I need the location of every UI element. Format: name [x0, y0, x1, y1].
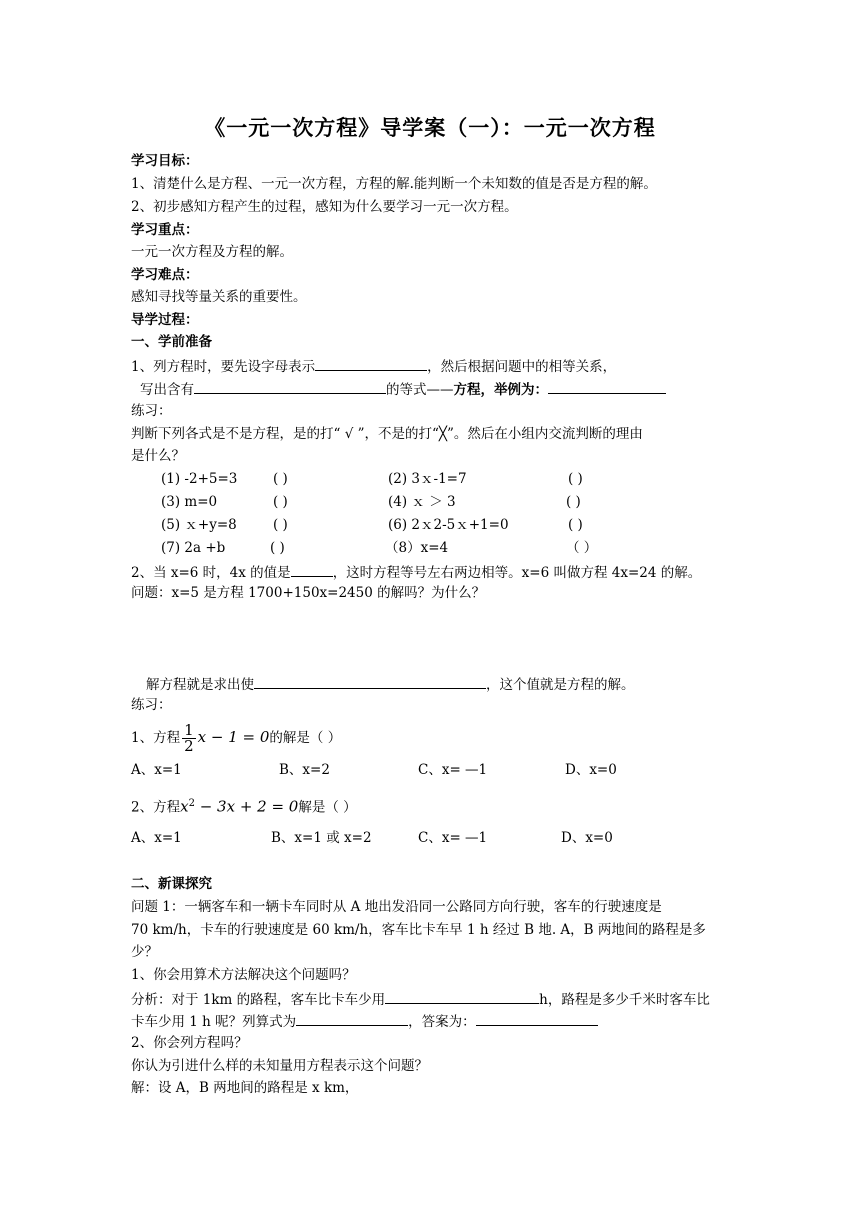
frac-numerator: 1 — [184, 721, 194, 739]
section2-heading: 二、新课探究 — [131, 876, 212, 892]
judge-instruction-1: 判断下列各式是不是方程，是的打“ √ ”，不是的打“╳”。然后在小组内交流判断的理由 — [131, 426, 643, 442]
frac-denominator: 2 — [184, 737, 194, 755]
mc2-option-b[interactable]: B、x=1 或 x=2 — [271, 830, 372, 846]
judge-answer-2[interactable]: ( ) — [568, 471, 583, 487]
mc2-equation: − 3x + 2 = 0 — [194, 797, 299, 816]
judge-answer-7[interactable]: ( ) — [270, 540, 285, 556]
prep-q1-text-e: 方程，举例为： — [453, 382, 548, 398]
blank-letter[interactable] — [315, 356, 427, 371]
prep-q2-text-a: 2、当 x=6 时，4x 的值是 — [131, 565, 291, 581]
mc1-option-a[interactable]: A、x=1 — [131, 762, 182, 778]
judge-instruction-2: 是什么？ — [131, 448, 185, 464]
judge-answer-8[interactable]: （ ） — [566, 540, 598, 556]
problem1-line2: 70 km/h，卡车的行驶速度是 60 km/h，客车比卡车早 1 h 经过 B 地. A，B 两地间的路程是多 — [131, 922, 706, 938]
mc2-exponent: 2 — [188, 798, 195, 809]
mc2-suffix: 解是（ ） — [298, 799, 357, 816]
objective-2: 2、初步感知方程产生的过程，感知为什么要学习一元一次方程。 — [131, 199, 518, 215]
analysis-line2 — [131, 1011, 598, 1031]
prep-q1-text-a: 1、列方程时，要先设字母表示 — [131, 359, 316, 375]
judge-item-7: (7) 2a +b — [161, 540, 226, 556]
problem-question: 问题：x=5 是方程 1700+150x=2450 的解吗？为什么？ — [131, 585, 486, 601]
judge-item-4: (4) ｘ ＞ 3 — [388, 494, 456, 510]
mc2-option-d[interactable]: D、x=0 — [561, 830, 613, 846]
prep-q1-text-b: ，然后根据问题中的相等关系， — [427, 359, 617, 375]
equation-subquestion: 你认为引进什么样的未知量用方程表示这个问题？ — [131, 1058, 428, 1074]
difficulty-heading: 学习难点： — [131, 267, 199, 283]
mc1-prefix: 1、方程 — [131, 730, 181, 746]
practice2-label: 练习： — [131, 697, 172, 713]
judge-item-1: (1) -2+5=3 — [161, 471, 238, 487]
mc1-option-d[interactable]: D、x=0 — [565, 762, 617, 778]
blank-solve[interactable] — [254, 674, 486, 689]
mc-question-1 — [131, 722, 341, 754]
judge-answer-4[interactable]: ( ) — [566, 494, 581, 510]
blank-time[interactable] — [385, 989, 539, 1004]
prep-question-1 — [131, 356, 616, 376]
judge-answer-1[interactable]: ( ) — [273, 471, 288, 487]
judge-item-2: (2) 3ｘ-1=7 — [388, 471, 467, 487]
analysis-text-b: h，路程是多少千米时客车比 — [539, 992, 710, 1008]
prep-question-1-cont — [140, 379, 666, 399]
mc2-option-c[interactable]: C、x= —1 — [418, 830, 488, 846]
solve-text-b: ，这个值就是方程的解。 — [486, 677, 635, 693]
analysis-text-c: 卡车少用 1 h 呢？列算式为 — [131, 1014, 297, 1030]
judge-answer-6[interactable]: ( ) — [568, 517, 583, 533]
page-title: 《一元一次方程》导学案（一）：一元一次方程 — [204, 116, 656, 140]
key-point-heading: 学习重点： — [131, 222, 199, 238]
analysis-text-a: 分析：对于 1km 的路程，客车比卡车少用 — [131, 992, 386, 1008]
objectives-heading: 学习目标： — [131, 153, 199, 169]
mc1-option-b[interactable]: B、x=2 — [279, 762, 330, 778]
equation-question: 2、你会列方程吗？ — [131, 1035, 248, 1051]
judge-item-6: (6) 2ｘ2-5ｘ+1=0 — [388, 517, 509, 533]
solve-definition — [146, 674, 635, 694]
judge-answer-5[interactable]: ( ) — [273, 517, 288, 533]
problem1-line1: 问题 1：一辆客车和一辆卡车同时从 A 地出发沿同一公路同方向行驶，客车的行驶速度是 — [131, 899, 662, 915]
key-point-text: 一元一次方程及方程的解。 — [131, 244, 293, 260]
objective-1: 1、清楚什么是方程、一元一次方程，方程的解.能判断一个未知数的值是否是方程的解。 — [131, 176, 657, 192]
mc2-var: x — [180, 797, 189, 816]
problem1-line3: 少？ — [131, 944, 158, 960]
blank-example[interactable] — [548, 379, 666, 394]
prep-q1-text-d: 的等式—— — [386, 382, 454, 398]
prep-q2-text-b: ，这时方程等号左右两边相等。x=6 叫做方程 4x=24 的解。 — [332, 565, 702, 581]
mc2-prefix: 2、方程 — [131, 799, 181, 816]
blank-answer[interactable] — [476, 1011, 598, 1026]
prep-q1-text-c: 写出含有 — [140, 382, 194, 398]
analysis-line1 — [131, 989, 710, 1009]
mc1-suffix: 的解是（ ） — [269, 730, 342, 746]
fraction-one-half — [182, 723, 196, 754]
blank-formula[interactable] — [296, 1011, 408, 1026]
process-heading: 导学过程： — [131, 312, 199, 328]
solve-text-a: 解方程就是求出使 — [146, 677, 254, 693]
judge-item-3: (3) m=0 — [161, 494, 218, 510]
judge-answer-3[interactable]: ( ) — [273, 494, 288, 510]
section1-heading: 一、学前准备 — [131, 334, 212, 350]
judge-item-8: （8）x=4 — [385, 540, 449, 556]
mc1-equation: x − 1 = 0 — [197, 728, 270, 746]
mc1-option-c[interactable]: C、x= —1 — [418, 762, 488, 778]
arithmetic-question: 1、你会用算术方法解决这个问题吗？ — [131, 967, 356, 983]
mc2-option-a[interactable]: A、x=1 — [131, 830, 182, 846]
difficulty-text: 感知寻找等量关系的重要性。 — [131, 289, 307, 305]
blank-4x-value[interactable] — [291, 562, 333, 577]
judge-item-5: (5) ｘ+y=8 — [161, 517, 237, 533]
blank-contains[interactable] — [194, 379, 386, 394]
mc-question-2 — [131, 793, 357, 819]
solution-start: 解：设 A，B 两地间的路程是 x km， — [131, 1080, 359, 1096]
analysis-text-d: ，答案为： — [408, 1014, 476, 1030]
prep-question-2 — [131, 562, 701, 582]
practice-label: 练习： — [131, 403, 172, 419]
